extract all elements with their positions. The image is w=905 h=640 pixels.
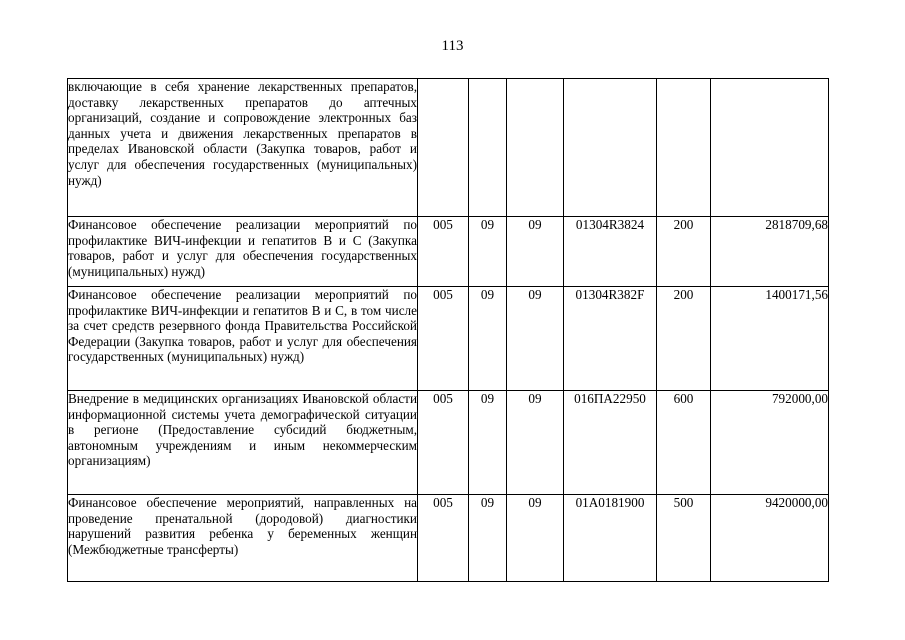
subsection-code: 09 bbox=[507, 217, 564, 287]
amount: 2818709,68 bbox=[711, 217, 829, 287]
ministry-code: 005 bbox=[418, 495, 469, 582]
table-row bbox=[68, 79, 829, 217]
expense-type-code: 600 bbox=[657, 391, 711, 495]
expense-type-code: 500 bbox=[657, 495, 711, 582]
expense-type-code: 200 bbox=[657, 217, 711, 287]
expense-type-code bbox=[657, 79, 711, 217]
table-row bbox=[68, 217, 829, 287]
subsection-code: 09 bbox=[507, 495, 564, 582]
target-article-code: 01А0181900 bbox=[564, 495, 657, 582]
section-code: 09 bbox=[469, 287, 507, 391]
section-code: 09 bbox=[469, 391, 507, 495]
table-row bbox=[68, 287, 829, 391]
ministry-code: 005 bbox=[418, 391, 469, 495]
ministry-code: 005 bbox=[418, 217, 469, 287]
target-article-code: 016ПА22950 bbox=[564, 391, 657, 495]
section-code: 09 bbox=[469, 217, 507, 287]
target-article-code bbox=[564, 79, 657, 217]
section-code: 09 bbox=[469, 495, 507, 582]
subsection-code bbox=[507, 79, 564, 217]
table-row bbox=[68, 495, 829, 582]
row-description: Финансовое обеспечение мероприятий, направленных на проведение пренатальной (дородовой) диагностики нарушений развития ребенка у беременных женщин (Межбюджетные трансферты) bbox=[68, 495, 418, 582]
subsection-code: 09 bbox=[507, 391, 564, 495]
row-description: Внедрение в медицинских организациях Ивановской области информационной системы учета демографической ситуации в регионе (Предоставление субсидий бюджетным, автономным учреждениям и иным некоммерческим организациям) bbox=[68, 391, 418, 495]
target-article-code: 01304R3824 bbox=[564, 217, 657, 287]
table-row bbox=[68, 391, 829, 495]
section-code bbox=[469, 79, 507, 217]
amount bbox=[711, 79, 829, 217]
row-description: Финансовое обеспечение реализации мероприятий по профилактике ВИЧ-инфекции и гепатитов В и С (Закупка товаров, работ и услуг для обеспечения государственных (муниципальных) нужд) bbox=[68, 217, 418, 287]
row-description: Финансовое обеспечение реализации мероприятий по профилактике ВИЧ-инфекции и гепатитов В и С, в том числе за счет средств резервного фонда Правительства Российской Федерации (Закупка товаров, работ и услуг для обеспечения государственных (муниципальных) нужд) bbox=[68, 287, 418, 391]
ministry-code bbox=[418, 79, 469, 217]
amount: 792000,00 bbox=[711, 391, 829, 495]
ministry-code: 005 bbox=[418, 287, 469, 391]
amount: 9420000,00 bbox=[711, 495, 829, 582]
target-article-code: 01304R382F bbox=[564, 287, 657, 391]
page-number: 113 bbox=[441, 38, 464, 54]
amount: 1400171,56 bbox=[711, 287, 829, 391]
expense-type-code: 200 bbox=[657, 287, 711, 391]
subsection-code: 09 bbox=[507, 287, 564, 391]
row-description: включающие в себя хранение лекарственных препаратов, доставку лекарственных препаратов до аптечных организаций, создание и сопровождение электронных баз данных учета и движения лекарственных препаратов в пределах Ивановской области (Закупка товаров, работ и услуг для обеспечения государственных (муниципальных) нужд) bbox=[68, 79, 418, 217]
budget-table bbox=[67, 78, 829, 582]
